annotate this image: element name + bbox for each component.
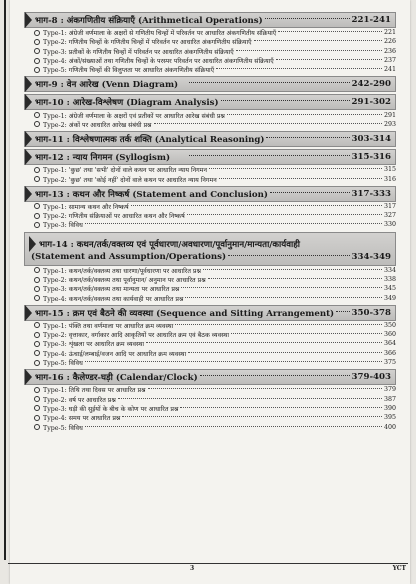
section-title: भाग-10 : आरेख-विश्लेषण (Diagram Analysis) (35, 98, 219, 109)
item-page: 327 (383, 212, 396, 220)
leader-dots (180, 407, 382, 408)
leader-dots (85, 361, 382, 362)
leader-dots (270, 192, 350, 193)
circle-bullet-icon (34, 295, 40, 301)
toc-item (24, 349, 396, 358)
circle-bullet-icon (34, 286, 40, 292)
item-page: 350 (383, 321, 396, 329)
section-arrow-icon (25, 94, 32, 110)
item-label: Type-4: समय पर आधारित प्रश्न (43, 415, 121, 423)
item-label: Type-4: कथन/तर्क/वक्तव्य तथा कार्यवाही पर आधारित प्रश्न (43, 295, 184, 303)
leader-dots (118, 398, 382, 399)
leader-dots (148, 388, 382, 389)
leader-dots (131, 205, 382, 206)
toc-item (24, 37, 396, 46)
section-title: भाग-15 : क्रम एवं बैठने की व्यवस्था (Sequence and Sitting Arrangement) (35, 308, 335, 319)
toc-item (24, 404, 396, 413)
section-title: भाग-11 : विश्लेषणात्मक तर्क शक्ति (Analytical Reasoning) (35, 135, 265, 146)
leader-dots (203, 269, 382, 270)
item-label: Type-3: कथन/तर्क/वक्तव्य तथा मान्यता पर आधारित प्रश्न (43, 286, 180, 294)
item-page: 395 (383, 414, 396, 422)
leader-dots (146, 342, 382, 343)
section-heading (24, 131, 396, 147)
section-arrow-icon (25, 305, 32, 321)
leader-dots (228, 255, 349, 256)
item-label: Type-5: विविध (43, 360, 83, 368)
toc-item (24, 28, 396, 37)
section-title: भाग-9 : वेन आरेख (Venn Diagram) (35, 80, 179, 91)
section-pages: 315-316 (351, 152, 392, 163)
section-pages: 334-349 (351, 251, 391, 262)
toc-section (24, 12, 396, 74)
toc-section (24, 232, 396, 303)
leader-dots (154, 123, 382, 124)
circle-bullet-icon (34, 350, 40, 356)
circle-bullet-icon (34, 405, 40, 411)
binding-edge (4, 0, 6, 560)
circle-bullet-icon (34, 39, 40, 45)
leader-dots (208, 278, 382, 279)
toc-item (24, 202, 396, 211)
leader-dots (187, 214, 382, 215)
leader-dots (254, 40, 382, 41)
toc-item (24, 422, 396, 431)
item-label: Type-5: गणितीय चिन्हों की विलुप्तता पर आधारित अंकगणितीय संक्रियाएँ (43, 67, 215, 75)
toc-item (24, 293, 396, 302)
section-arrow-icon (25, 369, 32, 385)
document-page (10, 0, 410, 584)
toc-item (24, 413, 396, 422)
circle-bullet-icon (34, 267, 40, 273)
leader-dots (219, 178, 382, 179)
circle-bullet-icon (34, 176, 40, 182)
toc-section (24, 369, 396, 431)
leader-dots (236, 50, 382, 51)
section-heading (24, 305, 396, 321)
toc-item (24, 220, 396, 229)
toc-item (24, 120, 396, 129)
section-title-line2: (Statement and Assumption/Operations) (31, 251, 227, 262)
item-page: 291 (383, 111, 396, 119)
item-label: Type-2: गणितीय चिन्हों के गणितीय चिन्हों में परिवर्तन पर आधारित अंकगणितीय संक्रियाएँ (43, 39, 252, 47)
item-page: 366 (383, 349, 396, 357)
circle-bullet-icon (34, 277, 40, 283)
footer-rule (8, 563, 408, 564)
section-title: भाग-12 : न्याय निगमन (Syllogism) (35, 153, 171, 164)
table-of-contents (24, 12, 396, 432)
section-heading (24, 232, 396, 266)
section-pages: 379-403 (351, 372, 391, 383)
item-page: 237 (383, 57, 396, 65)
item-page: 317 (383, 202, 396, 210)
item-page: 345 (383, 285, 396, 293)
item-page: 375 (383, 359, 396, 367)
item-label: Type-2: वृत्ताकार, वर्गाकार आदि आकृतियों पर आधारित क्रम एवं बैठक व्यवस्था (43, 332, 230, 340)
item-page: 360 (383, 331, 396, 339)
toc-item (24, 358, 396, 367)
leader-dots (265, 18, 350, 19)
item-page: 293 (383, 120, 396, 128)
item-page: 315 (383, 166, 396, 174)
leader-dots (85, 223, 382, 224)
toc-section (24, 131, 396, 147)
toc-item (24, 395, 396, 404)
section-arrow-icon (25, 131, 32, 147)
leader-dots (278, 31, 382, 32)
circle-bullet-icon (34, 167, 40, 173)
section-heading (24, 186, 396, 202)
circle-bullet-icon (34, 341, 40, 347)
item-page: 379 (383, 386, 396, 394)
toc-section (24, 76, 396, 92)
item-label: Type-4: अंकों/संख्याओं तथा गणितीय चिन्हों के परस्पर परिवर्तन पर आधारित अंकगणितीय संक्रियाएँ (43, 58, 274, 66)
item-label: Type-1: सामान्य कथन और निष्कर्ष (43, 203, 129, 211)
circle-bullet-icon (34, 396, 40, 402)
toc-item (24, 275, 396, 284)
section-heading (24, 149, 396, 165)
leader-dots (200, 375, 350, 376)
circle-bullet-icon (34, 332, 40, 338)
item-label: Type-3: विविध (43, 222, 83, 230)
item-label: Type-2: 'कुछ' तथा 'कोई नहीं' दोनों वाले कथन पर आधारित न्याय निगमन (43, 176, 217, 184)
item-page: 349 (383, 294, 396, 302)
circle-bullet-icon (34, 58, 40, 64)
leader-dots (216, 68, 382, 69)
circle-bullet-icon (34, 203, 40, 209)
toc-item (24, 56, 396, 65)
leader-dots (185, 297, 382, 298)
item-page: 400 (383, 423, 396, 431)
section-pages: 303-314 (351, 134, 391, 145)
toc-section (24, 186, 396, 230)
section-arrow-icon (25, 149, 32, 165)
item-page: 221 (383, 29, 396, 37)
item-label: Type-2: वर्ष पर आधारित प्रश्न (43, 396, 116, 404)
toc-section (24, 305, 396, 367)
leader-dots (231, 333, 382, 334)
item-label: Type-1: अंग्रेजी वर्णमाला के अक्षरों से गणितीय चिन्हों में परिवर्तन पर आधारित अंकगणितीय संक्रियाएँ (43, 30, 277, 38)
toc-item (24, 65, 396, 74)
circle-bullet-icon (34, 213, 40, 219)
toc-item (24, 110, 396, 119)
item-page: 316 (383, 175, 396, 183)
leader-dots (181, 287, 382, 288)
page-footer (0, 563, 416, 577)
leader-dots (122, 416, 382, 417)
section-title: भाग-8 : अंकगणितीय संक्रियाएँ (Arithmetical Operations) (35, 16, 263, 26)
item-label: Type-3: प्रतीकों के गणितीय चिन्हों में परिवर्तन पर आधारित अंकगणितीय संक्रियाएँ (43, 48, 234, 56)
toc-item (24, 330, 396, 339)
section-title: भाग-16 : कैलेण्डर-घड़ी (Calendar/Clock) (35, 373, 198, 384)
toc-item (24, 165, 396, 174)
circle-bullet-icon (34, 360, 40, 366)
toc-item (24, 47, 396, 56)
toc-item (24, 266, 396, 275)
section-arrow-icon (25, 76, 32, 92)
section-arrow-icon (25, 186, 32, 202)
leader-dots (221, 100, 350, 101)
item-label: Type-1: पंक्ति तथा वर्णमाला पर आधारित क्रम व्यवस्था (43, 322, 174, 330)
circle-bullet-icon (34, 121, 40, 127)
item-label: Type-3: घड़ी की सुईयों के बीच के कोण पर आधारित प्रश्न (43, 405, 179, 413)
toc-item (24, 385, 396, 394)
leader-dots (209, 168, 382, 169)
item-page: 226 (383, 38, 396, 46)
item-label: Type-1: 'कुछ' तथा 'सभी' दोनों वाले कथन पर आधारित न्याय निगमन (43, 167, 207, 175)
circle-bullet-icon (34, 48, 40, 54)
section-arrow-icon (25, 12, 32, 28)
section-heading (24, 12, 396, 28)
leader-dots (189, 155, 349, 156)
leader-dots (276, 59, 382, 60)
circle-bullet-icon (34, 222, 40, 228)
toc-section (24, 94, 396, 129)
item-label: Type-2: कथन/तर्क/वक्तव्य तथा पूर्वानुमान/ अनुमान पर आधारित प्रश्न (43, 277, 206, 284)
leader-dots (85, 426, 382, 427)
item-label: Type-1: तिथि तथा दिवस पर आधारित प्रश्न (43, 387, 146, 395)
toc-item (24, 339, 396, 348)
circle-bullet-icon (34, 424, 40, 430)
toc-section (24, 149, 396, 184)
item-page: 390 (383, 404, 396, 412)
publisher-brand: YCT (392, 565, 406, 572)
circle-bullet-icon (34, 30, 40, 36)
section-pages: 242-290 (351, 79, 392, 90)
item-page: 236 (383, 47, 396, 55)
section-heading (24, 94, 396, 110)
item-label: Type-4: ऊंचाई/लम्बाई/वजन आदि पर आधारित क्रम व्यवस्था (43, 350, 187, 358)
toc-item (24, 174, 396, 183)
circle-bullet-icon (34, 415, 40, 421)
leader-dots (227, 114, 382, 115)
section-pages: 291-302 (351, 97, 391, 108)
item-label: Type-1: कथन/तर्क/वक्तव्य तथा धारणा/पूर्वधारणा पर आधारित प्रश्न (43, 267, 201, 275)
section-arrow-icon (29, 236, 36, 252)
section-heading (24, 369, 396, 385)
section-pages: 350-378 (351, 307, 391, 318)
circle-bullet-icon (34, 322, 40, 328)
page-number: 3 (190, 565, 195, 572)
leader-dots (188, 352, 382, 353)
item-page: 334 (383, 266, 396, 274)
toc-item (24, 211, 396, 220)
item-page: 387 (383, 395, 396, 403)
leader-dots (189, 82, 349, 83)
leader-dots (336, 311, 349, 312)
section-pages: 317-333 (351, 188, 391, 199)
item-label: Type-3: शृंखला पर आधारित क्रम व्यवस्था (43, 341, 144, 349)
item-label: Type-2: अंकों पर आधारित आरेख संबंधी प्रश्न (43, 121, 152, 129)
section-title: भाग-14 : कथन/तर्क/वक्तव्य एवं पूर्वधारणा/अवधारणा/पूर्वानुमान/मान्यता/कार्यवाही (39, 239, 301, 250)
circle-bullet-icon (34, 67, 40, 73)
toc-item (24, 284, 396, 293)
section-heading (24, 76, 396, 92)
item-page: 241 (383, 66, 396, 74)
item-label: Type-5: विविध (43, 424, 83, 432)
circle-bullet-icon (34, 112, 40, 118)
circle-bullet-icon (34, 387, 40, 393)
leader-dots (266, 137, 349, 138)
section-pages: 221-241 (351, 15, 391, 25)
item-page: 338 (383, 276, 396, 283)
item-label: Type-2: गणितीय संक्रियाओं पर आधारित कथन और निष्कर्ष (43, 213, 185, 221)
toc-item (24, 321, 396, 330)
item-page: 330 (383, 221, 396, 229)
leader-dots (175, 324, 382, 325)
item-page: 364 (383, 340, 396, 348)
item-label: Type-1: अंग्रेजी वर्णमाला के अक्षरों एवं प्रतीकों पर आधारित आरेख संबंधी प्रश्न (43, 112, 225, 120)
section-title: भाग-13 : कथन और निष्कर्ष (Statement and Conclusion) (35, 189, 268, 200)
